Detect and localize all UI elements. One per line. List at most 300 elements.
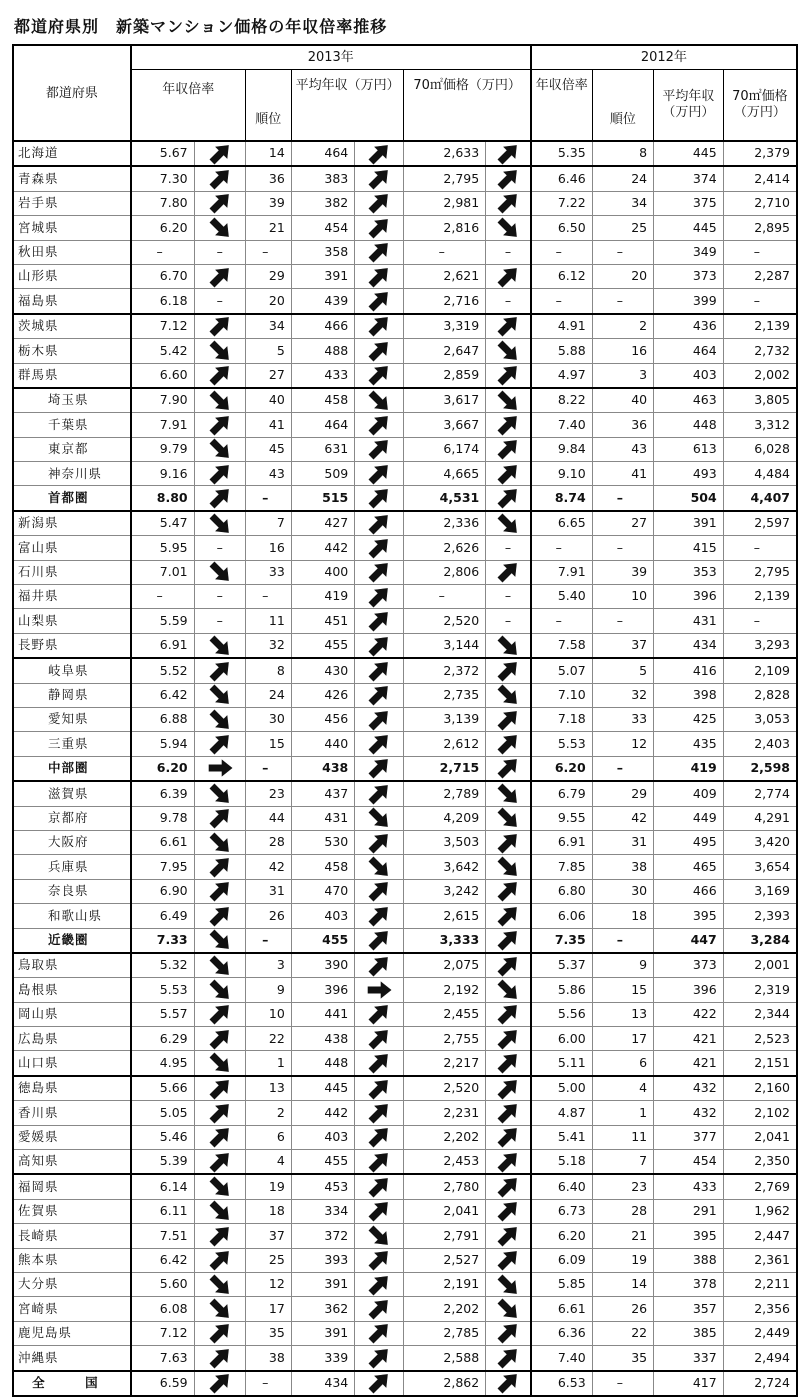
rank-2013: 32 xyxy=(245,633,291,658)
rank-2012: 3 xyxy=(592,363,653,388)
ratio-2012: 5.35 xyxy=(531,141,592,166)
arrow-up-right-icon xyxy=(493,1176,523,1198)
price-2013: 2,859 xyxy=(404,363,486,388)
price-2013: 3,617 xyxy=(404,388,486,413)
price-2013: 2,520 xyxy=(404,609,486,633)
price-trend-2013 xyxy=(486,1051,531,1076)
price-2012: 2,393 xyxy=(754,907,790,923)
ratio-2012: 6.20 xyxy=(531,756,592,781)
price-trend-2013-none: – xyxy=(486,289,531,314)
income-2013: 464 xyxy=(291,141,354,166)
arrow-up-right-icon xyxy=(364,438,394,460)
ratio-2012: 5.37 xyxy=(531,953,592,978)
ratio-trend-2013 xyxy=(194,388,245,413)
arrow-up-right-icon xyxy=(364,1126,394,1148)
arrow-up-right-icon xyxy=(205,1028,235,1050)
arrow-up-right-icon xyxy=(364,709,394,731)
price-2012: 2,344 xyxy=(754,1006,790,1022)
price-2012: 2,102 xyxy=(754,1104,790,1120)
arrow-up-right-icon xyxy=(493,192,523,214)
ratio-trend-2013 xyxy=(194,511,245,536)
price-trend-2013 xyxy=(486,141,531,166)
header-income-2012 xyxy=(654,69,724,141)
ratio-2012: 6.36 xyxy=(531,1321,592,1345)
price-trend-2013 xyxy=(486,363,531,388)
ratio-trend-2013 xyxy=(194,462,245,486)
arrow-up-right-icon xyxy=(493,880,523,902)
income-2012: 415 xyxy=(654,536,724,560)
income-2013: 431 xyxy=(291,806,354,830)
income-2012: 445 xyxy=(654,216,724,240)
income-trend-2013 xyxy=(355,141,404,166)
arrow-up-right-icon xyxy=(364,217,394,239)
ratio-2013: 6.42 xyxy=(131,683,194,707)
price-2013: 2,520 xyxy=(404,1076,486,1101)
prefecture-name: 福井県 xyxy=(13,585,131,609)
price-2012: 2,769 xyxy=(754,1178,790,1194)
ratio-2013: 5.42 xyxy=(131,339,194,363)
ratio-2013: 8.80 xyxy=(131,486,194,511)
header-rank-2013-label: 順位 xyxy=(255,111,282,127)
arrow-down-right-icon xyxy=(493,513,523,535)
price-2013: 2,633 xyxy=(404,141,486,166)
ratio-2012: 9.55 xyxy=(531,806,592,830)
price-2012: – xyxy=(753,292,760,308)
rank-2012: 42 xyxy=(592,806,653,830)
prefecture-name: 奈良県 xyxy=(13,879,131,903)
arrow-up-right-icon xyxy=(493,709,523,731)
rank-2012: 9 xyxy=(592,953,653,978)
price-2012: – xyxy=(753,612,760,628)
arrow-up-right-icon xyxy=(364,513,394,535)
price-2013: 2,527 xyxy=(404,1248,486,1272)
header-price-2013-label: 70㎡価格（万円） xyxy=(413,77,521,93)
price-trend-2013 xyxy=(486,756,531,781)
ratio-2013: 5.39 xyxy=(131,1150,194,1175)
rank-2013: 36 xyxy=(245,166,291,191)
arrow-up-right-icon xyxy=(364,1052,394,1074)
income-2012: 421 xyxy=(654,1027,724,1051)
arrow-up-right-icon xyxy=(493,757,523,779)
header-prefecture-label: 都道府県 xyxy=(45,85,98,101)
income-trend-2013 xyxy=(355,339,404,363)
table-row xyxy=(13,1297,797,1321)
ratio-2013: 7.01 xyxy=(131,560,194,584)
ratio-2013: 5.67 xyxy=(131,141,194,166)
arrow-down-right-icon xyxy=(205,783,235,805)
income-2012: 349 xyxy=(654,240,724,264)
rank-2013: 6 xyxy=(245,1125,291,1149)
arrow-down-right-icon xyxy=(205,1298,235,1320)
income-2012: 373 xyxy=(654,953,724,978)
table-row xyxy=(13,1002,797,1026)
price-2012: – xyxy=(753,539,760,555)
income-2012: 425 xyxy=(654,707,724,731)
income-trend-2013 xyxy=(355,1321,404,1345)
price-2013: 2,789 xyxy=(404,781,486,806)
income-2013: 339 xyxy=(291,1346,354,1371)
table-row xyxy=(13,1346,797,1371)
arrow-down-right-icon xyxy=(364,1225,394,1247)
rank-2013: 29 xyxy=(245,264,291,288)
ratio-2013: 5.05 xyxy=(131,1101,194,1125)
income-trend-2013 xyxy=(355,1346,404,1371)
ratio-2012: 7.40 xyxy=(531,1346,592,1371)
table-row xyxy=(13,486,797,511)
ratio-trend-2013-none: – xyxy=(194,536,245,560)
income-trend-2013 xyxy=(355,953,404,978)
price-2013: 2,588 xyxy=(404,1346,486,1371)
price-2013: 2,735 xyxy=(404,683,486,707)
price-2012: 2,447 xyxy=(754,1227,790,1243)
price-2013: 4,209 xyxy=(404,806,486,830)
rank-2013: 22 xyxy=(245,1027,291,1051)
price-2012: 2,598 xyxy=(750,760,790,776)
price-2012: 2,449 xyxy=(754,1325,790,1341)
price-2012: 2,732 xyxy=(754,342,790,358)
income-2013: 391 xyxy=(291,1321,354,1345)
income-2013: 433 xyxy=(291,363,354,388)
arrow-up-right-icon xyxy=(493,168,523,190)
price-2012: – xyxy=(753,244,760,259)
income-2013: 458 xyxy=(291,388,354,413)
income-trend-2013 xyxy=(355,560,404,584)
arrow-up-right-icon xyxy=(364,733,394,755)
price-2013: 2,041 xyxy=(404,1199,486,1223)
rank-2012: 8 xyxy=(592,141,653,166)
arrow-down-right-icon xyxy=(493,340,523,362)
ratio-trend-2013 xyxy=(194,879,245,903)
arrow-up-right-icon xyxy=(493,1052,523,1074)
income-trend-2013 xyxy=(355,289,404,314)
income-2013: 400 xyxy=(291,560,354,584)
rank-2012: 40 xyxy=(592,388,653,413)
prefecture-name: 秋田県 xyxy=(13,240,131,264)
arrow-up-right-icon xyxy=(364,1200,394,1222)
price-2012: 4,484 xyxy=(754,465,790,481)
table-row xyxy=(13,1051,797,1076)
rank-2013: 42 xyxy=(245,855,291,879)
income-2013: 427 xyxy=(291,511,354,536)
rank-2013: 3 xyxy=(245,953,291,978)
arrow-up-right-icon xyxy=(205,192,235,214)
income-trend-2013 xyxy=(355,658,404,683)
ratio-2012: 8.74 xyxy=(531,486,592,511)
arrow-up-right-icon xyxy=(364,832,394,854)
income-2013: 451 xyxy=(291,609,354,633)
ratio-2013: 6.39 xyxy=(131,781,194,806)
arrow-up-right-icon xyxy=(493,733,523,755)
price-2013: 2,192 xyxy=(404,978,486,1002)
table-row xyxy=(13,633,797,658)
price-trend-2013 xyxy=(486,511,531,536)
income-2012: 378 xyxy=(654,1272,724,1296)
arrow-down-right-icon xyxy=(205,340,235,362)
rank-2012: 39 xyxy=(592,560,653,584)
arrow-up-right-icon xyxy=(493,1249,523,1271)
prefecture-name: 島根県 xyxy=(13,978,131,1002)
rank-2013: 17 xyxy=(245,1297,291,1321)
rank-2013: 14 xyxy=(245,141,291,166)
income-2013: 439 xyxy=(291,289,354,314)
rank-2013: 9 xyxy=(245,978,291,1002)
prefecture-name: 兵庫県 xyxy=(13,855,131,879)
ratio-trend-2013 xyxy=(194,314,245,339)
price-2012: 6,028 xyxy=(754,441,790,457)
income-2012: 454 xyxy=(654,1150,724,1175)
arrow-up-right-icon xyxy=(205,1225,235,1247)
income-trend-2013 xyxy=(355,240,404,264)
data-table-container xyxy=(12,44,798,1390)
prefecture-name: 富山県 xyxy=(13,536,131,560)
ratio-2013: 6.08 xyxy=(131,1297,194,1321)
ratio-2013: 6.59 xyxy=(131,1371,194,1396)
arrow-up-right-icon xyxy=(364,783,394,805)
ratio-trend-2013 xyxy=(194,413,245,437)
income-2012: 465 xyxy=(654,855,724,879)
arrow-down-right-icon xyxy=(205,979,235,1001)
income-2012: 447 xyxy=(654,928,724,953)
rank-2012: 43 xyxy=(592,437,653,461)
rank-2012: – xyxy=(592,928,653,953)
prefecture-name: 千葉県 xyxy=(13,413,131,437)
income-2012: 466 xyxy=(654,879,724,903)
prefecture-name: 長崎県 xyxy=(13,1224,131,1248)
ratio-2013: 5.60 xyxy=(131,1272,194,1296)
arrow-up-right-icon xyxy=(364,684,394,706)
price-2012: 2,160 xyxy=(754,1080,790,1096)
rank-2012: 5 xyxy=(592,658,653,683)
ratio-2012: 6.46 xyxy=(531,166,592,191)
arrow-down-right-icon xyxy=(493,635,523,657)
income-2013: 434 xyxy=(291,1371,354,1396)
income-2012: 495 xyxy=(654,830,724,854)
arrow-up-right-icon xyxy=(205,1078,235,1100)
ratio-2013: 5.53 xyxy=(131,978,194,1002)
arrow-up-right-icon xyxy=(364,290,394,312)
price-2013: 3,242 xyxy=(404,879,486,903)
price-2012: 2,597 xyxy=(754,515,790,531)
rank-2013: 35 xyxy=(245,1321,291,1345)
ratio-2012: 6.79 xyxy=(531,781,592,806)
prefecture-name: 福島県 xyxy=(13,289,131,314)
ratio-2013: 6.90 xyxy=(131,879,194,903)
ratio-2013: 4.95 xyxy=(131,1051,194,1076)
price-2013: 2,791 xyxy=(404,1224,486,1248)
arrow-up-right-icon xyxy=(364,757,394,779)
ratio-2013: 6.70 xyxy=(131,264,194,288)
income-2012: 403 xyxy=(654,363,724,388)
arrow-up-right-icon xyxy=(493,1151,523,1173)
table-row xyxy=(13,437,797,461)
income-2013: 455 xyxy=(291,1150,354,1175)
income-2013: 438 xyxy=(291,1027,354,1051)
rank-2012: – xyxy=(592,1371,653,1396)
rank-2012: 16 xyxy=(592,339,653,363)
ratio-trend-2013 xyxy=(194,1272,245,1296)
arrow-down-right-icon xyxy=(205,438,235,460)
arrow-up-right-icon xyxy=(205,266,235,288)
table-row xyxy=(13,683,797,707)
rank-2012: 35 xyxy=(592,1346,653,1371)
arrow-up-right-icon xyxy=(364,463,394,485)
income-2013: 403 xyxy=(291,904,354,928)
price-2012: 2,139 xyxy=(754,318,790,334)
rank-2013: 21 xyxy=(245,216,291,240)
price-2012: 3,805 xyxy=(754,392,790,408)
ratio-2012: – xyxy=(531,240,592,264)
ratio-trend-2013 xyxy=(194,1101,245,1125)
income-2012: 613 xyxy=(654,437,724,461)
rank-2013: 33 xyxy=(245,560,291,584)
rank-2013: 15 xyxy=(245,732,291,756)
price-trend-2013 xyxy=(486,1272,531,1296)
rank-2013: – xyxy=(245,756,291,781)
prefecture-name: 中部圏 xyxy=(13,756,131,781)
ratio-trend-2013-none: – xyxy=(194,240,245,264)
income-2012: 417 xyxy=(654,1371,724,1396)
income-trend-2013 xyxy=(355,264,404,288)
income-trend-2013 xyxy=(355,830,404,854)
table-row xyxy=(13,879,797,903)
income-trend-2013 xyxy=(355,314,404,339)
arrow-up-right-icon xyxy=(364,1078,394,1100)
arrow-down-right-icon xyxy=(364,390,394,412)
table-row xyxy=(13,536,797,560)
rank-2012: 37 xyxy=(592,633,653,658)
table-row xyxy=(13,707,797,731)
arrow-up-right-icon xyxy=(364,610,394,632)
table-row xyxy=(13,1076,797,1101)
table-row xyxy=(13,781,797,806)
rank-2013: – xyxy=(245,1371,291,1396)
rank-2013: 10 xyxy=(245,1002,291,1026)
ratio-2012: 6.12 xyxy=(531,264,592,288)
price-2013: 2,615 xyxy=(404,904,486,928)
arrow-down-right-icon xyxy=(205,1052,235,1074)
income-2013: 515 xyxy=(291,486,354,511)
ratio-2012: – xyxy=(531,536,592,560)
arrow-up-right-icon xyxy=(205,315,235,337)
arrow-up-right-icon xyxy=(493,660,523,682)
prefecture-name: 広島県 xyxy=(13,1027,131,1051)
price-trend-2013 xyxy=(486,413,531,437)
ratio-2012: 5.41 xyxy=(531,1125,592,1149)
rank-2012: 32 xyxy=(592,683,653,707)
ratio-trend-2013-none: – xyxy=(194,289,245,314)
table-row xyxy=(13,314,797,339)
arrow-down-right-icon xyxy=(205,513,235,535)
price-trend-2013 xyxy=(486,1027,531,1051)
price-trend-2013 xyxy=(486,216,531,240)
income-trend-2013 xyxy=(355,388,404,413)
income-2013: 391 xyxy=(291,264,354,288)
table-row xyxy=(13,141,797,166)
rank-2012: 22 xyxy=(592,1321,653,1345)
ratio-2012: – xyxy=(531,609,592,633)
table-row xyxy=(13,1248,797,1272)
prefecture-name: 三重県 xyxy=(13,732,131,756)
ratio-trend-2013 xyxy=(194,1321,245,1345)
rank-2013: 7 xyxy=(245,511,291,536)
ratio-2012: 7.35 xyxy=(531,928,592,953)
price-trend-2013 xyxy=(486,264,531,288)
income-2012: 385 xyxy=(654,1321,724,1345)
price-2012: 2,710 xyxy=(754,195,790,211)
income-2012: 396 xyxy=(654,585,724,609)
ratio-2012: 6.09 xyxy=(531,1248,592,1272)
prefecture-name: 新潟県 xyxy=(13,511,131,536)
arrow-up-right-icon xyxy=(364,1102,394,1124)
prefecture-name: 全 国 xyxy=(13,1371,131,1396)
price-trend-2013 xyxy=(486,953,531,978)
price-2013: 2,231 xyxy=(404,1101,486,1125)
arrow-up-right-icon xyxy=(364,1176,394,1198)
rank-2012: 28 xyxy=(592,1199,653,1223)
ratio-2013: 5.94 xyxy=(131,732,194,756)
prefecture-name: 岩手県 xyxy=(13,191,131,215)
price-2012: 2,287 xyxy=(754,268,790,284)
ratio-trend-2013 xyxy=(194,781,245,806)
income-2013: 430 xyxy=(291,658,354,683)
ratio-2012: 5.40 xyxy=(531,585,592,609)
rank-2012: 38 xyxy=(592,855,653,879)
income-trend-2013 xyxy=(355,363,404,388)
ratio-2012: 7.10 xyxy=(531,683,592,707)
arrow-down-right-icon xyxy=(205,217,235,239)
income-2013: 530 xyxy=(291,830,354,854)
income-2013: 441 xyxy=(291,1002,354,1026)
ratio-2013: 6.91 xyxy=(131,633,194,658)
ratio-trend-2013 xyxy=(194,1125,245,1149)
ratio-trend-2013 xyxy=(194,1297,245,1321)
table-row xyxy=(13,1150,797,1175)
table-row xyxy=(13,511,797,536)
income-2012: 396 xyxy=(654,978,724,1002)
rank-2013: 11 xyxy=(245,609,291,633)
arrow-up-right-icon xyxy=(493,266,523,288)
arrow-down-right-icon xyxy=(493,783,523,805)
price-trend-2013 xyxy=(486,978,531,1002)
arrow-up-right-icon xyxy=(493,905,523,927)
price-trend-2013 xyxy=(486,1125,531,1149)
rank-2012: – xyxy=(592,756,653,781)
arrow-down-right-icon xyxy=(493,1274,523,1296)
income-trend-2013 xyxy=(355,536,404,560)
ratio-2013: 7.51 xyxy=(131,1224,194,1248)
ratio-trend-2013 xyxy=(194,855,245,879)
ratio-2012: 8.22 xyxy=(531,388,592,413)
header-prefecture xyxy=(13,45,131,141)
header-price-2012 xyxy=(723,69,797,141)
price-2013: 2,795 xyxy=(404,166,486,191)
ratio-2012: 7.18 xyxy=(531,707,592,731)
income-trend-2013 xyxy=(355,756,404,781)
income-2012: 493 xyxy=(654,462,724,486)
prefecture-name: 徳島県 xyxy=(13,1076,131,1101)
income-trend-2013 xyxy=(355,609,404,633)
ratio-2013: 7.63 xyxy=(131,1346,194,1371)
arrow-up-right-icon xyxy=(364,1151,394,1173)
table-row xyxy=(13,1371,797,1396)
income-trend-2013 xyxy=(355,707,404,731)
ratio-2013: 6.20 xyxy=(131,756,194,781)
prefecture-name: 茨城県 xyxy=(13,314,131,339)
income-2013: 383 xyxy=(291,166,354,191)
rank-2012: 6 xyxy=(592,1051,653,1076)
ratio-trend-2013 xyxy=(194,1150,245,1175)
income-trend-2013 xyxy=(355,1027,404,1051)
